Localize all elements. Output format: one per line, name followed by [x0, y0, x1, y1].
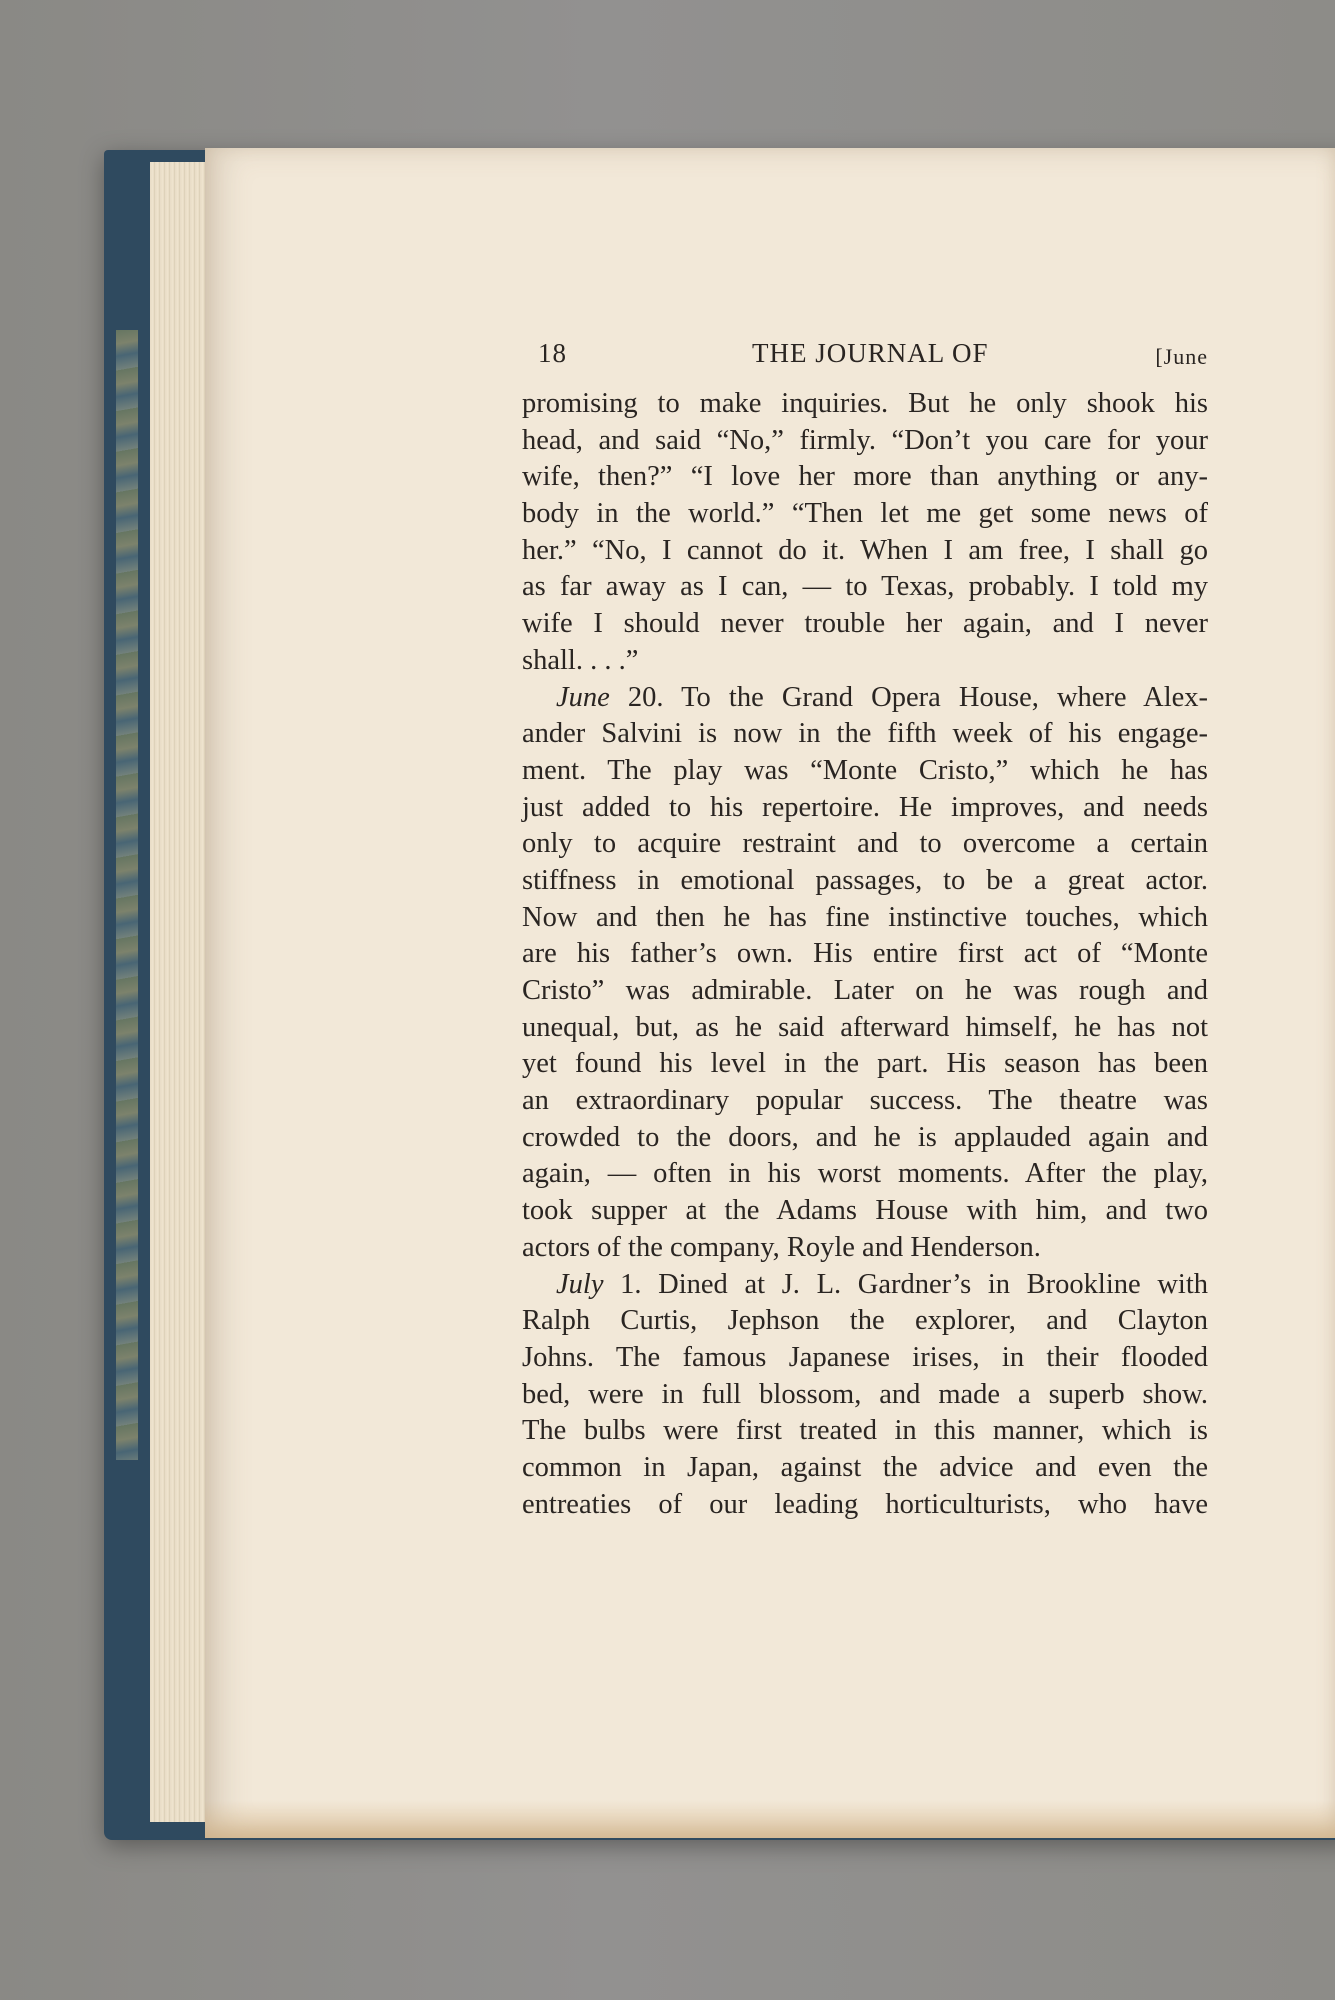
text-line: Cristo” was admirable. Later on he was rough and	[522, 975, 1208, 1006]
text-line: took supper at the Adams House with him, and two	[522, 1195, 1208, 1227]
text-line: as far away as I can, — to Texas, probably. I told my	[522, 571, 1208, 603]
text-line: Johns. The famous Japanese irises, in their flooded	[522, 1341, 1208, 1373]
text-line: actors of the company, Royle and Henderson.	[522, 1231, 1041, 1263]
text-line: yet found his level in the part. His season has been	[522, 1048, 1208, 1080]
text-line: only to acquire restraint and to overcome a certain	[522, 828, 1208, 860]
text-line: promising to make inquiries. But he only shook his	[522, 388, 1208, 419]
text-line: head, and said “No,” firmly. “Don’t you care for your	[522, 424, 1208, 456]
running-month: [June	[1155, 344, 1208, 369]
page-foxing	[205, 1800, 1335, 1838]
running-title: THE JOURNAL OF	[752, 338, 989, 368]
text-line: again, — often in his worst moments. After the play,	[522, 1158, 1208, 1190]
text-line: her.” “No, I cannot do it. When I am free, I shall go	[522, 534, 1208, 566]
text-line: common in Japan, against the advice and even the	[522, 1451, 1208, 1483]
text-line: just added to his repertoire. He improves, and needs	[522, 791, 1208, 823]
text-line: ment. The play was “Monte Cristo,” which he has	[522, 754, 1208, 786]
text-line: shall. . . .”	[522, 644, 639, 676]
text-line: Now and then he has fine instinctive touches, which	[522, 901, 1208, 933]
page-edges	[150, 162, 210, 1822]
text-line: wife I should never trouble her again, and I never	[522, 608, 1208, 640]
text-line: crowded to the doors, and he is applauded again and	[522, 1121, 1208, 1153]
page-number: 18	[538, 338, 567, 368]
text-line: unequal, but, as he said afterward himself, he has not	[522, 1011, 1208, 1043]
text-line: bed, were in full blossom, and made a superb show.	[522, 1378, 1208, 1410]
entry-line-june-20: June 20. To the Grand Opera House, where Alex-	[556, 681, 1208, 713]
marbled-endpaper	[116, 330, 138, 1460]
text-line: an extraordinary popular success. The theatre was	[522, 1085, 1208, 1117]
text-line: wife, then?” “I love her more than anything or any-	[522, 461, 1208, 493]
text-line: The bulbs were first treated in this manner, which is	[522, 1415, 1208, 1447]
page-text-block	[522, 338, 1208, 1523]
entry-line-july-1: July 1. Dined at J. L. Gardner’s in Brookline with	[556, 1268, 1208, 1300]
text-line: entreaties of our leading horticulturists, who have	[522, 1488, 1208, 1520]
entry-date: July	[556, 1268, 604, 1300]
text-line: body in the world.” “Then let me get some news of	[522, 498, 1208, 530]
entry-date: June	[556, 681, 610, 713]
text-line: ander Salvini is now in the fifth week of his engage-	[522, 718, 1208, 750]
text-line: are his father’s own. His entire first act of “Monte	[522, 938, 1208, 970]
running-head	[522, 338, 1208, 386]
text-line: stiffness in emotional passages, to be a great actor.	[522, 864, 1208, 896]
text-line: Ralph Curtis, Jephson the explorer, and Clayton	[522, 1305, 1208, 1337]
